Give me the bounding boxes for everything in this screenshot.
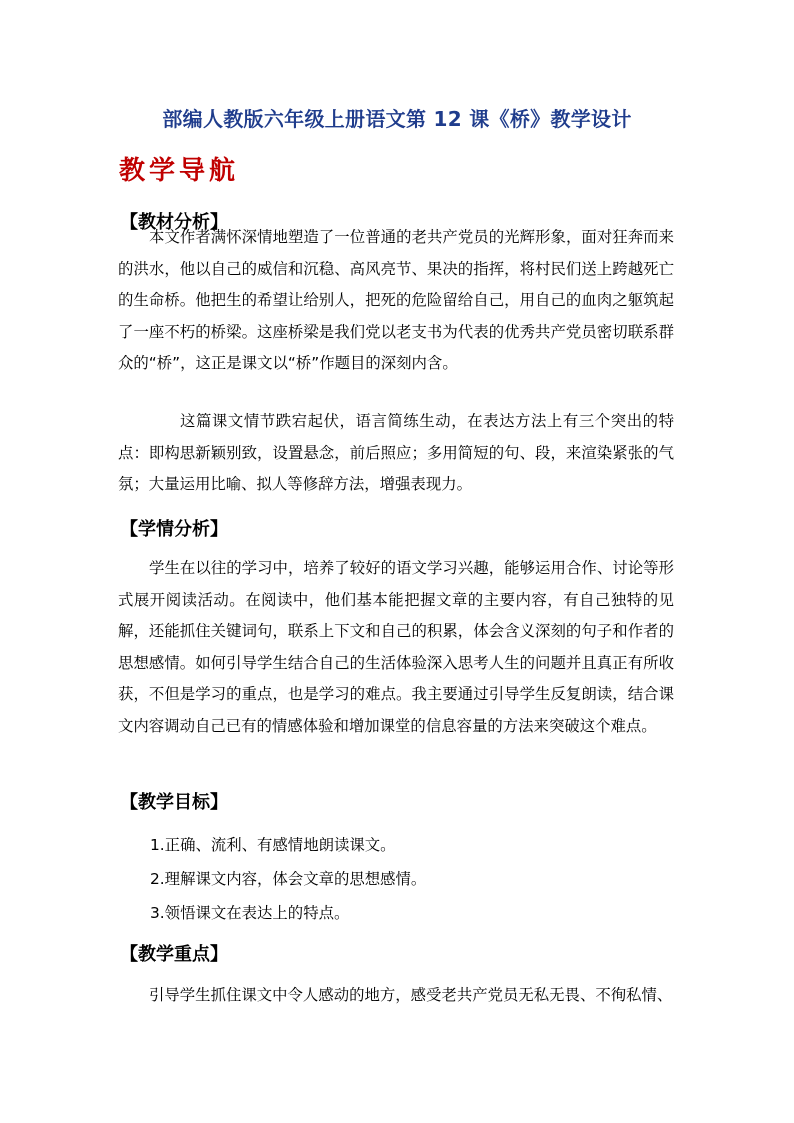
key-points-paragraph: 引导学生抓住课文中令人感动的地方，感受老共产党员无私无畏、不徇私情、: [149, 986, 673, 1004]
teaching-navigation-heading: 教学导航: [119, 156, 240, 186]
student-analysis-paragraph: 学生在以往的学习中，培养了较好的语文学习兴趣，能够运用合作、讨论等形式展开阅读活动。在阅读中，他们基本能把握文章的主要内容，有自己独特的见解，还能抓住关键词句，联系上下文和自己的积累，体会含义深刻的句子和作者的思想感情。如何引导学生结合自己的生活体验深入思考人生的问题并且真正有所收获，不但是学习的重点，也是学习的难点。我主要通过引导学生反复朗读，结合课文内容调动自己已有的情感体验和增加课堂的信息容量的方法来突破这个难点。: [118, 559, 674, 735]
material-analysis-paragraph-1: 本文作者满怀深情地塑造了一位普通的老共产党员的光辉形象，面对狂奔而来的洪水，他以自己的威信和沉稳、高风亮节、果决的指挥，将村民们送上跨越死亡的生命桥。他把生的希望让给别人，把死的危险留给自己，用自己的血肉之躯筑起了一座不朽的桥梁。这座桥梁是我们党以老支书为代表的优秀共产党员密切联系群众的“桥”，这正是课文以“桥”作题目的深刻内含。: [118, 228, 674, 372]
document-title: 部编人教版六年级上册语文第 12 课《桥》教学设计: [162, 107, 632, 131]
student-analysis-heading: 【学情分析】: [120, 519, 228, 540]
teaching-goals-heading: 【教学目标】: [120, 792, 228, 813]
material-analysis-paragraph-2: 这篇课文情节跌宕起伏，语言简练生动，在表达方法上有三个突出的特点：即构思新颖别致，设置悬念，前后照应；多用简短的句、段，来渲染紧张的气氛；大量运用比喻、拟人等修辞方法，增强表现力。: [118, 412, 674, 493]
teaching-goal-item: 3.领悟课文在表达上的特点。: [150, 904, 350, 922]
teaching-goal-item: 1.正确、流利、有感情地朗读课文。: [150, 836, 396, 854]
key-points-heading: 【教学重点】: [120, 944, 228, 965]
teaching-goal-item: 2.理解课文内容，体会文章的思想感情。: [150, 870, 427, 888]
material-analysis-heading: 【教材分析】: [120, 212, 228, 233]
